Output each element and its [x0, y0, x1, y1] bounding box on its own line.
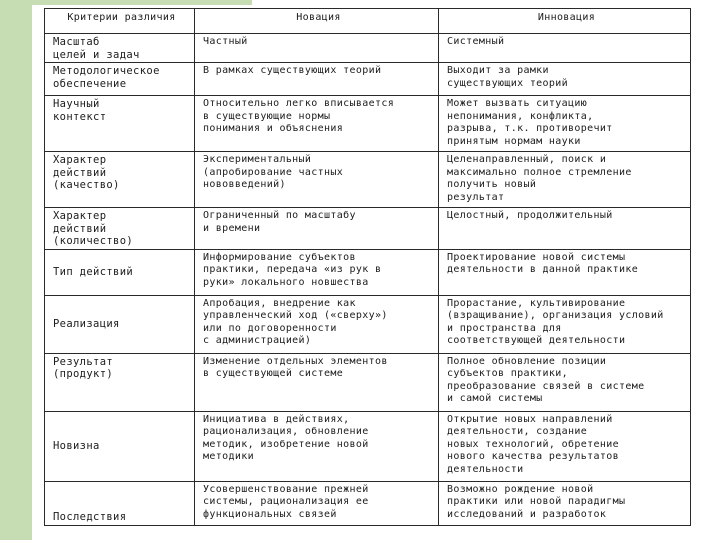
criterion-cell [45, 208, 195, 250]
left-accent-bar [0, 0, 32, 540]
criterion-text: Реализация [53, 318, 120, 331]
novation-text: В рамках существующих теорий [203, 65, 382, 76]
novation-text: Апробация, внедрение как управленческий ход («сверху») или по договоренности с администрацией) [203, 297, 388, 346]
comparison-document [44, 8, 690, 530]
criterion-cell [45, 353, 195, 411]
innovation-text: Полное обновление позиции субъектов практики, преобразование связей в системе и самой системы [447, 355, 645, 404]
criterion-cell [45, 411, 195, 481]
novation-text: Изменение отдельных элементов в существующей системе [203, 355, 388, 379]
criterion-cell [45, 152, 195, 208]
novation-cell [195, 34, 439, 63]
innovation-text: Может вызвать ситуацию непонимания, конфликта, разрыва, т.к. противоречит принятым нормам науки [447, 98, 613, 147]
novation-cell [195, 411, 439, 481]
table-row [45, 295, 691, 353]
table-header-row [45, 9, 691, 34]
criterion-text: Характер действий (качество) [53, 154, 120, 191]
innovation-cell [439, 152, 691, 208]
table-row [45, 481, 691, 525]
criterion-cell [45, 249, 195, 295]
header-novation: Новация [195, 9, 439, 34]
criterion-text: Последствия [53, 511, 127, 523]
novation-text: Ограниченный по масштабу и времени [203, 210, 356, 234]
table-row [45, 208, 691, 250]
novation-text: Экспериментальный (апробирование частных нововведений) [203, 154, 344, 190]
innovation-cell [439, 295, 691, 353]
table-row [45, 249, 691, 295]
innovation-cell [439, 249, 691, 295]
novation-text: Частный [203, 36, 248, 47]
innovation-cell [439, 34, 691, 63]
criterion-text: Масштаб целей и задач [53, 36, 140, 61]
innovation-text: Прорастание, культивирование (взращивание), организация условий и пространства для соответствующей деятельности [447, 297, 664, 346]
novation-cell [195, 249, 439, 295]
criterion-cell [45, 63, 195, 96]
criterion-cell [45, 96, 195, 152]
innovation-cell [439, 96, 691, 152]
novation-cell [195, 295, 439, 353]
novation-cell [195, 152, 439, 208]
novation-text: Инициатива в действиях, рационализация, обновление методик, изобретение новой методики [203, 413, 369, 462]
criterion-cell [45, 34, 195, 63]
criterion-cell [45, 295, 195, 353]
criteria-table [44, 8, 691, 526]
novation-text: Информирование субъектов практики, передача «из рук в руки» локального новшества [203, 251, 382, 288]
criterion-text: Тип действий [53, 266, 134, 279]
innovation-text: Возможно рождение новой практики или новой парадигмы исследований и разработок [447, 483, 626, 520]
table-row [45, 152, 691, 208]
header-criteria: Критерии различия [45, 9, 195, 34]
criterion-text: Научный контекст [53, 98, 107, 123]
criterion-text: Новизна [53, 440, 100, 453]
innovation-cell [439, 353, 691, 411]
novation-cell [195, 481, 439, 525]
novation-cell [195, 63, 439, 96]
table-row [45, 411, 691, 481]
innovation-cell [439, 411, 691, 481]
innovation-text: Системный [447, 36, 505, 47]
novation-cell [195, 353, 439, 411]
innovation-text: Открытие новых направлений деятельности, создание новых технологий, обретение нового качества результатов деятельности [447, 413, 620, 475]
criterion-text: Характер действий (количество) [53, 210, 134, 247]
criterion-cell [45, 481, 195, 525]
table-row [45, 353, 691, 411]
innovation-text: Целостный, продолжительный [447, 210, 613, 221]
header-innovation: Инновация [439, 9, 691, 34]
top-accent-strip [32, 0, 252, 5]
novation-text: Усовершенствование прежней системы, рационализация ее функциональных связей [203, 483, 369, 520]
table-row [45, 63, 691, 96]
novation-cell [195, 208, 439, 250]
innovation-text: Целенаправленный, поиск и максимально полное стремление получить новый результат [447, 154, 632, 203]
criterion-text: Результат (продукт) [53, 355, 114, 380]
innovation-cell [439, 481, 691, 525]
novation-cell [195, 96, 439, 152]
innovation-cell [439, 63, 691, 96]
table-row [45, 34, 691, 63]
innovation-cell [439, 208, 691, 250]
novation-text: Относительно легко вписывается в существующие нормы понимания и объяснения [203, 98, 395, 134]
innovation-text: Проектирование новой системы деятельности в данной практике [447, 251, 639, 275]
table-row [45, 96, 691, 152]
innovation-text: Выходит за рамки существующих теорий [447, 65, 569, 89]
criterion-text: Методологическое обеспечение [53, 65, 160, 90]
